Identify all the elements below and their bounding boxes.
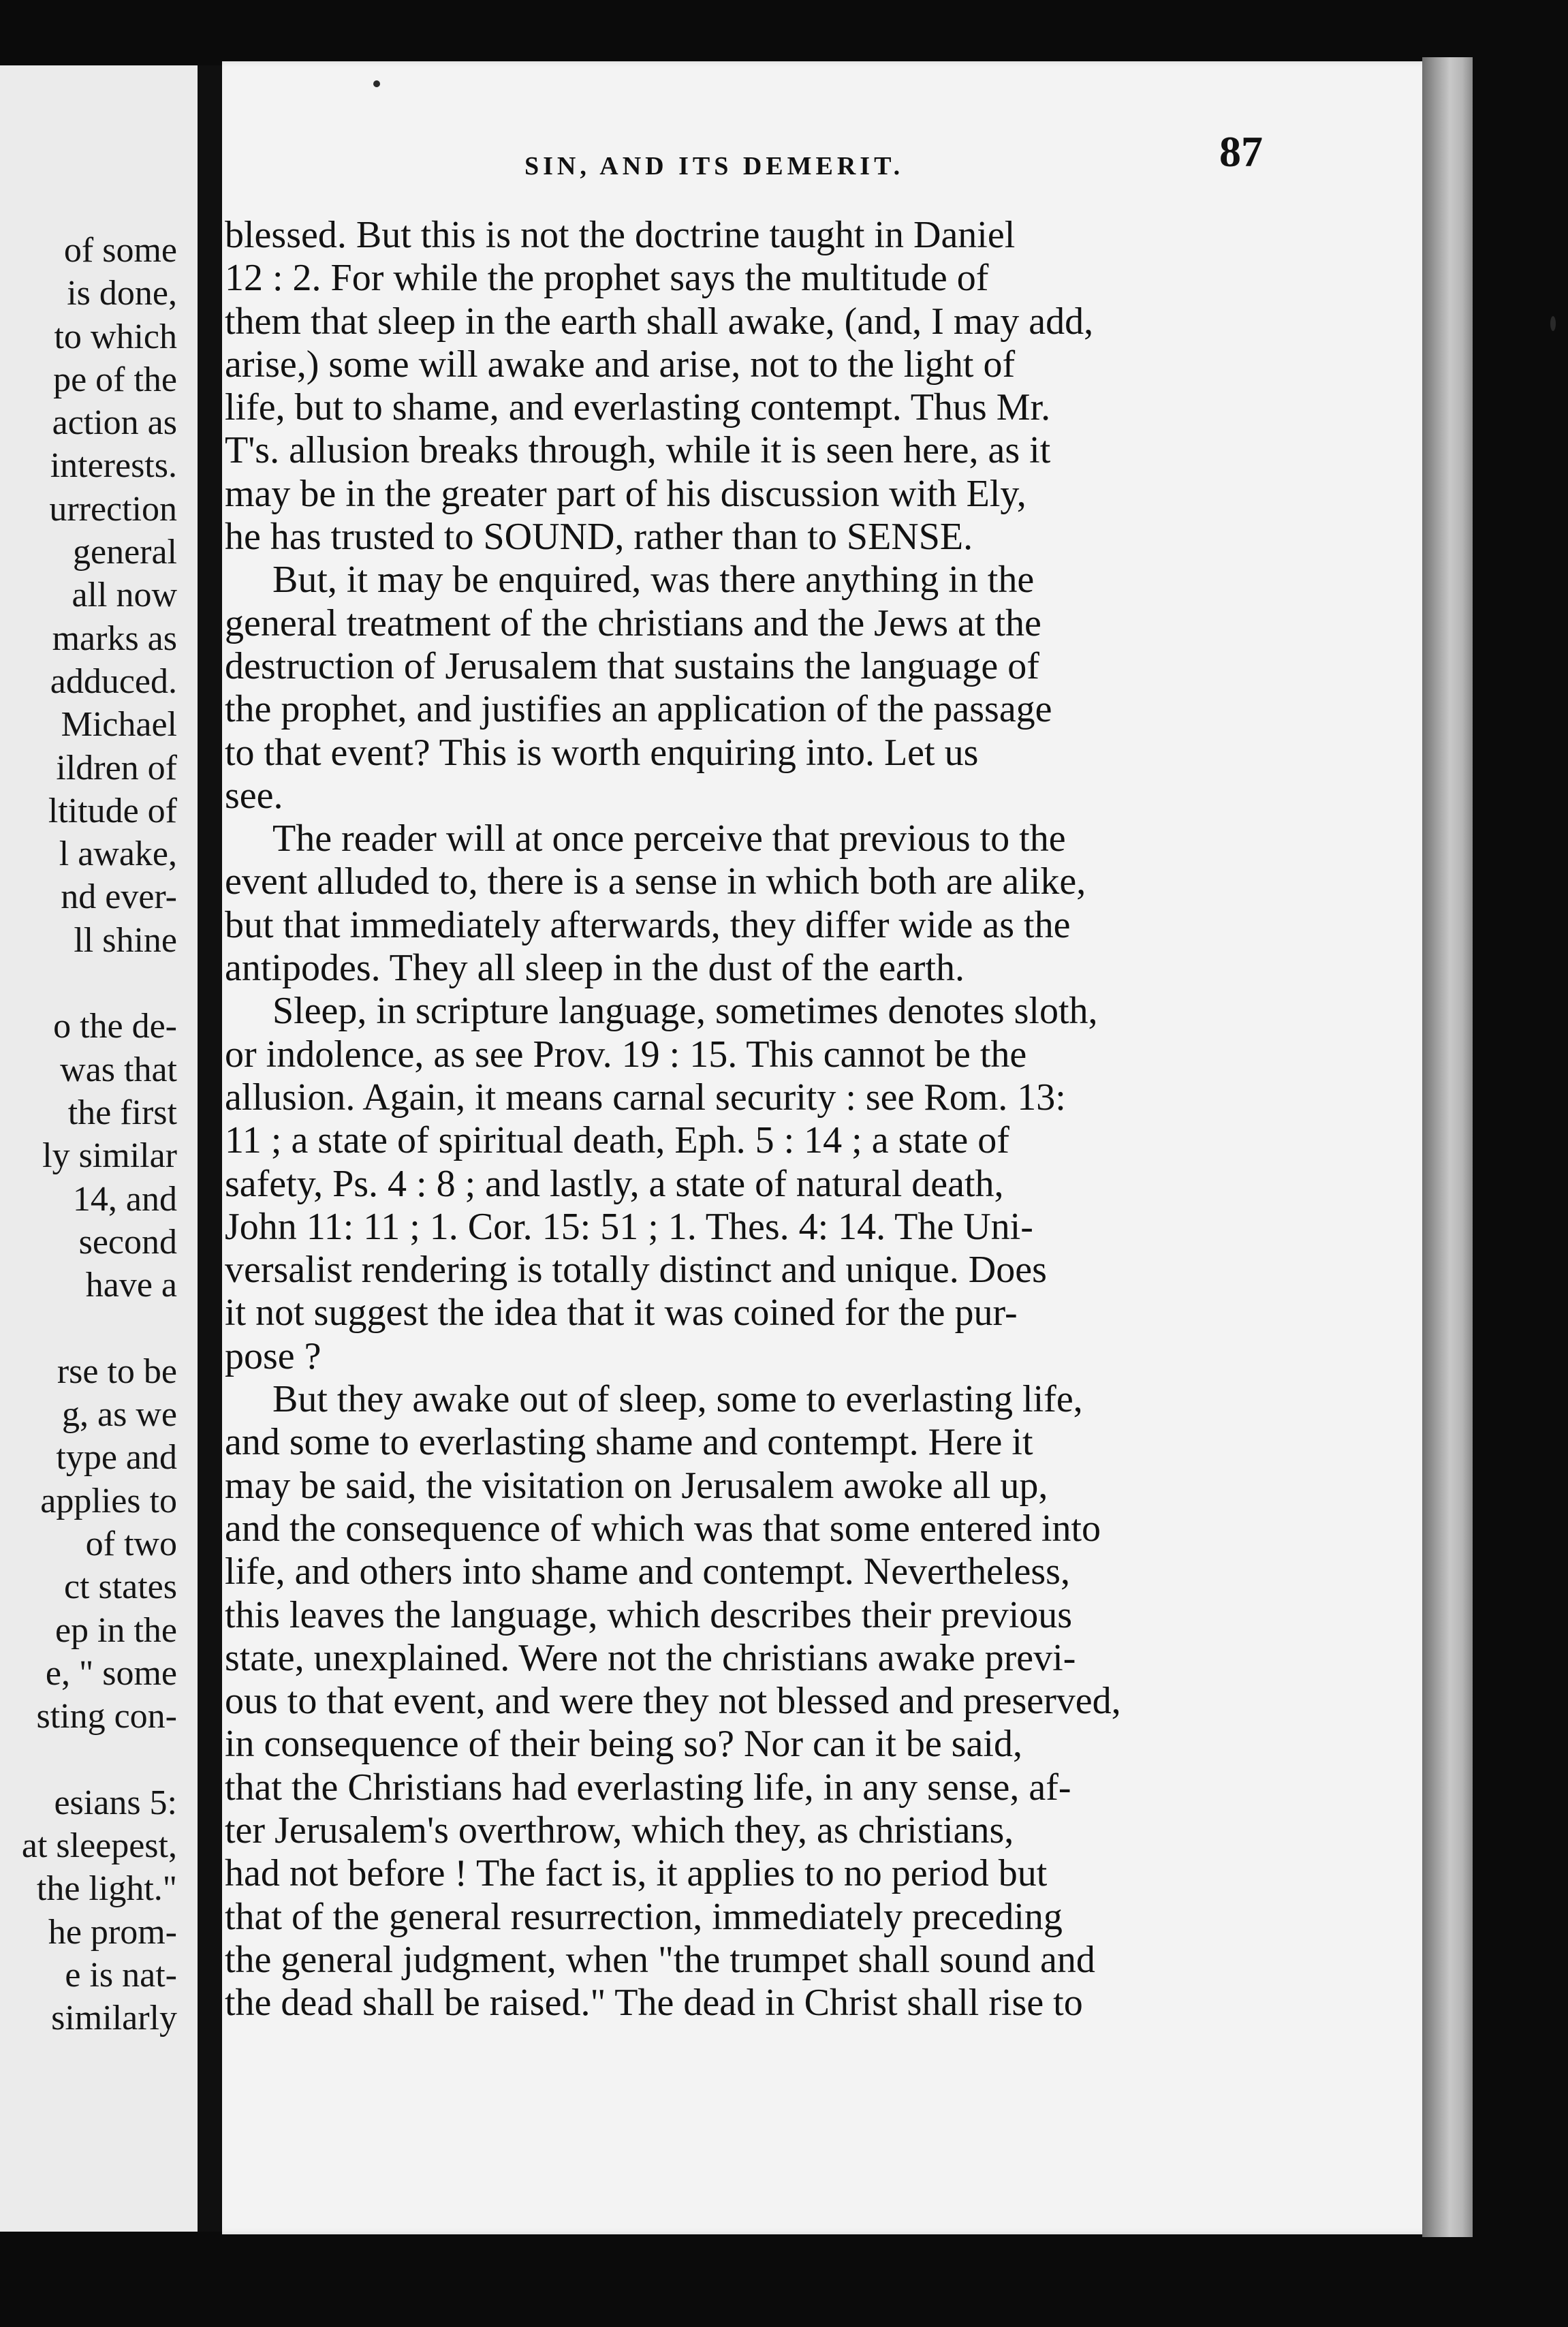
left-text-line: similarly <box>51 1999 177 2038</box>
left-text-line: have a <box>85 1266 177 1305</box>
left-text-line: 14, and <box>72 1179 177 1219</box>
left-text-line: is done, <box>67 274 177 313</box>
text-line: or indolence, as see Prov. 19 : 15. This cannot be the <box>225 1033 1027 1076</box>
text-line: destruction of Jerusalem that sustains the language of <box>225 644 1039 687</box>
left-text-line: ct states <box>63 1567 177 1607</box>
left-text-line: nd ever- <box>61 877 177 917</box>
left-page <box>0 65 200 2232</box>
text-line: The reader will at once perceive that previous to the <box>272 817 1066 860</box>
text-line: 12 : 2. For while the prophet says the multitude of <box>225 257 989 300</box>
text-line: the dead shall be raised." The dead in Christ shall rise to <box>225 1982 1083 2025</box>
left-text-line: was that <box>60 1050 177 1089</box>
left-text-line: at sleepest, <box>21 1826 177 1865</box>
text-line: versalist rendering is totally distinct and unique. Does <box>225 1249 1047 1292</box>
left-page-text <box>0 229 177 2040</box>
left-text-line: adduced. <box>50 661 177 701</box>
left-text-line: all now <box>72 576 177 615</box>
left-text-line: interests. <box>50 446 177 486</box>
left-text-line: ildren of <box>56 748 177 787</box>
left-text-line: o the de- <box>53 1007 177 1046</box>
text-line: John 11: 11 ; 1. Cor. 15: 51 ; 1. Thes. 4: 14. The Uni- <box>225 1205 1033 1248</box>
text-line: them that sleep in the earth shall awake, (and, I may add, <box>225 300 1094 343</box>
text-line: ous to that event, and were they not blessed and preserved, <box>225 1680 1121 1723</box>
left-text-line: ly similar <box>42 1136 177 1176</box>
left-text-line: pe of the <box>53 360 177 399</box>
specks <box>1550 316 1556 331</box>
text-line: that the Christians had everlasting life, in any sense, af- <box>225 1766 1071 1809</box>
text-line: may be in the greater part of his discussion with Ely, <box>225 472 1026 515</box>
left-text-line: to which <box>54 317 177 356</box>
page-number: 87 <box>1219 127 1263 176</box>
left-text-line: g, as we <box>62 1395 177 1435</box>
left-text-line: e, " some <box>45 1653 177 1693</box>
text-line: arise,) some will awake and arise, not to the light of <box>225 343 1016 386</box>
text-line: T's. allusion breaks through, while it is seen here, as it <box>225 429 1051 472</box>
text-line: that of the general resurrection, immediately preceding <box>225 1895 1063 1938</box>
text-line: ter Jerusalem's overthrow, which they, as christians, <box>225 1809 1014 1852</box>
left-text-line: action as <box>52 403 177 443</box>
text-line: may be said, the visitation on Jerusalem awoke all up, <box>225 1464 1048 1507</box>
left-text-line: e is nat- <box>65 1955 177 1995</box>
left-text-line <box>0 1738 177 1781</box>
left-text-line <box>0 1307 177 1349</box>
text-line: to that event? This is worth enquiring into. Let us <box>225 731 979 774</box>
text-line: had not before ! The fact is, it applies to no period but <box>225 1852 1048 1895</box>
text-line: state, unexplained. Were not the christians awake previ- <box>225 1636 1076 1679</box>
text-line: and some to everlasting shame and contempt. Here it <box>225 1421 1033 1464</box>
text-line: the prophet, and justifies an application of the passage <box>225 688 1052 731</box>
left-text-line: l awake, <box>59 834 177 874</box>
text-line: general treatment of the christians and the Jews at the <box>225 602 1041 644</box>
left-text-line: marks as <box>52 619 177 658</box>
running-head: SIN, AND ITS DEMERIT. <box>524 152 905 181</box>
left-text-line: ll shine <box>74 920 177 960</box>
text-line: life, and others into shame and contempt. Nevertheless, <box>225 1550 1070 1593</box>
left-text-line: the first <box>67 1093 177 1132</box>
left-text-line: sting con- <box>36 1697 177 1736</box>
text-line: blessed. But this is not the doctrine taught in Daniel <box>225 214 1016 256</box>
text-line: 11 ; a state of spiritual death, Eph. 5 : 14 ; a state of <box>225 1119 1009 1162</box>
text-line: allusion. Again, it means carnal security : see Rom. 13: <box>225 1076 1066 1119</box>
text-line: pose ? <box>225 1334 322 1377</box>
left-text-line: general <box>72 533 177 572</box>
text-line: this leaves the language, which describes their previous <box>225 1593 1073 1636</box>
left-text-line: second <box>78 1222 177 1262</box>
left-text-line: type and <box>56 1438 177 1478</box>
text-line: and the consequence of which was that some entered into <box>225 1507 1101 1550</box>
left-text-line: esians 5: <box>54 1783 177 1822</box>
left-text-line: urrection <box>49 489 177 529</box>
left-text-line: Michael <box>61 705 177 745</box>
left-text-line: applies to <box>40 1481 177 1520</box>
text-line: but that immediately afterwards, they differ wide as the <box>225 903 1071 946</box>
text-line: the general judgment, when "the trumpet shall sound and <box>225 1938 1095 1981</box>
text-line: But they awake out of sleep, some to everlasting life, <box>272 1378 1083 1421</box>
book-gutter <box>198 65 222 2232</box>
left-text-line: of two <box>85 1524 177 1563</box>
text-line: it not suggest the idea that it was coined for the pur- <box>225 1292 1018 1334</box>
text-line: he has trusted to SOUND, rather than to SENSE. <box>225 516 973 559</box>
text-line: in consequence of their being so? Nor can it be said, <box>225 1723 1022 1766</box>
text-line: safety, Ps. 4 : 8 ; and lastly, a state of natural death, <box>225 1162 1004 1205</box>
left-text-line: the light." <box>36 1869 177 1909</box>
specks <box>373 80 380 87</box>
left-text-line: of some <box>63 231 177 270</box>
page-edge <box>1422 57 1473 2237</box>
text-line: see. <box>225 774 283 817</box>
body-text <box>225 214 1315 2025</box>
text-line: life, but to shame, and everlasting contempt. Thus Mr. <box>225 386 1051 429</box>
left-text-line: he prom- <box>48 1912 177 1952</box>
left-text-line <box>0 962 177 1005</box>
left-text-line: ltitude of <box>48 791 177 830</box>
text-line: Sleep, in scripture language, sometimes denotes sloth, <box>272 990 1098 1033</box>
text-line: antipodes. They all sleep in the dust of the earth. <box>225 947 965 990</box>
left-text-line: ep in the <box>54 1610 177 1650</box>
text-line: event alluded to, there is a sense in which both are alike, <box>225 860 1086 903</box>
left-text-line: rse to be <box>57 1352 177 1391</box>
text-line: But, it may be enquired, was there anything in the <box>272 559 1035 602</box>
